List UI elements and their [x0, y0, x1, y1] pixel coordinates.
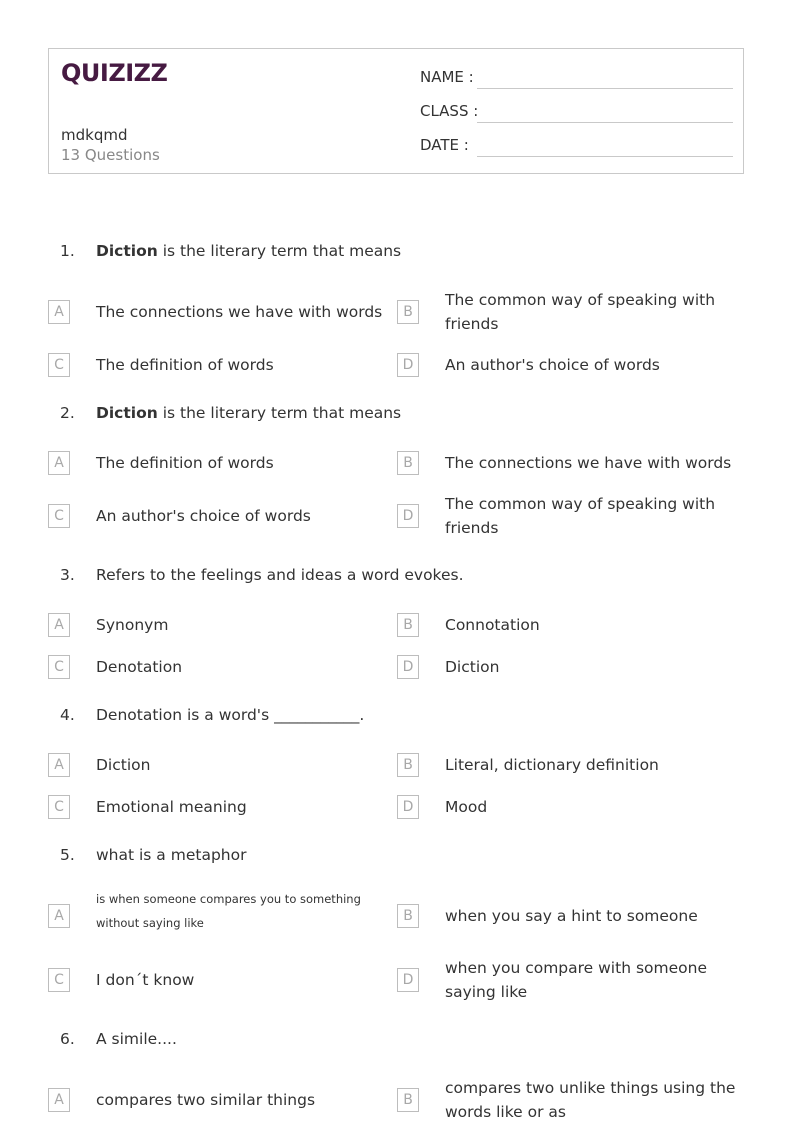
question-text: A simile....	[96, 1030, 177, 1048]
question-number: 3.	[60, 566, 75, 584]
question-text-rest: is the literary term that means	[157, 404, 402, 422]
date-line	[477, 156, 733, 157]
class-line	[477, 122, 733, 123]
option-letter-box: B	[397, 753, 419, 777]
date-field[interactable]	[420, 136, 733, 160]
option-letter-box: B	[397, 1088, 419, 1112]
option-text: Literal, dictionary definition	[445, 756, 659, 774]
option-text: The common way of speaking with friends	[445, 495, 716, 537]
option-text: Connotation	[445, 616, 540, 634]
question-count: 13 Questions	[61, 146, 160, 164]
question-number: 2.	[60, 404, 75, 422]
option-letter-box: A	[48, 1088, 70, 1112]
question-text	[96, 242, 401, 260]
option-letter-box: B	[397, 451, 419, 475]
option-text: when you say a hint to someone	[445, 907, 698, 925]
question-text: Denotation is a word's ___________.	[96, 706, 365, 724]
option-text: The definition of words	[96, 356, 274, 374]
question-number: 5.	[60, 846, 75, 864]
option-letter-box: B	[397, 904, 419, 928]
option-text: Diction	[96, 756, 151, 774]
question-text-rest: is the literary term that means	[157, 242, 402, 260]
question-number: 4.	[60, 706, 75, 724]
worksheet-header	[48, 48, 744, 174]
option-letter-box: C	[48, 968, 70, 992]
option-letter-box: C	[48, 795, 70, 819]
name-label: NAME :	[420, 68, 474, 86]
option-letter-box: D	[397, 353, 419, 377]
option-text: The connections we have with words	[96, 303, 383, 321]
option-text: Synonym	[96, 616, 169, 634]
question-number: 1.	[60, 242, 75, 260]
option-text: Diction	[445, 658, 500, 676]
question-text	[96, 404, 401, 422]
option-letter-box: D	[397, 504, 419, 528]
option-text: compares two similar things	[96, 1091, 316, 1109]
question-number: 6.	[60, 1030, 75, 1048]
option-letter-box: A	[48, 904, 70, 928]
name-line	[477, 88, 733, 89]
option-letter-box: A	[48, 300, 70, 324]
option-letter-box: A	[48, 613, 70, 637]
option-letter-box: B	[397, 300, 419, 324]
class-field[interactable]	[420, 102, 733, 126]
name-field[interactable]	[420, 68, 733, 92]
option-text: when you compare with someone saying like	[445, 959, 707, 1001]
option-text: Emotional meaning	[96, 798, 247, 816]
option-letter-box: C	[48, 353, 70, 377]
option-text: I don´t know	[96, 971, 195, 989]
option-letter-box: A	[48, 451, 70, 475]
quizizz-logo: QUIZIZZ	[61, 59, 168, 87]
class-label: CLASS :	[420, 102, 479, 120]
option-letter-box: D	[397, 968, 419, 992]
question-bold-term: Diction	[96, 404, 158, 422]
option-text: An author's choice of words	[445, 356, 660, 374]
question-text: Refers to the feelings and ideas a word evokes.	[96, 566, 464, 584]
question-text: what is a metaphor	[96, 846, 247, 864]
question-bold-term: Diction	[96, 242, 158, 260]
option-letter-box: D	[397, 655, 419, 679]
option-text: The common way of speaking with friends	[445, 291, 716, 333]
option-text: is when someone compares you to something without saying like	[96, 892, 361, 930]
option-text: Denotation	[96, 658, 183, 676]
option-letter-box: C	[48, 504, 70, 528]
option-text: Mood	[445, 798, 488, 816]
quiz-title: mdkqmd	[61, 126, 128, 144]
option-text: compares two unlike things using the words like or as	[445, 1079, 736, 1121]
date-label: DATE :	[420, 136, 469, 154]
option-text: An author's choice of words	[96, 507, 311, 525]
option-text: The definition of words	[96, 454, 274, 472]
option-letter-box: C	[48, 655, 70, 679]
option-letter-box: D	[397, 795, 419, 819]
option-letter-box: B	[397, 613, 419, 637]
option-letter-box: A	[48, 753, 70, 777]
option-text: The connections we have with words	[445, 454, 732, 472]
